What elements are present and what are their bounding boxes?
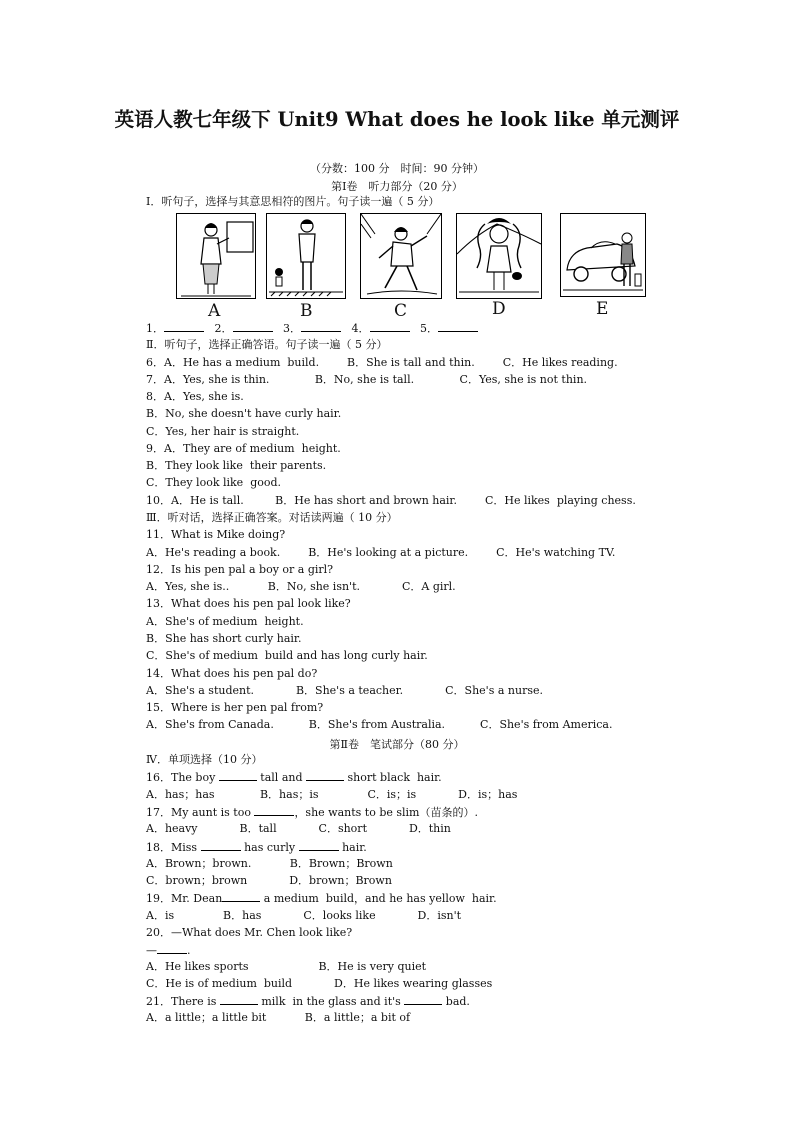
blank-label-1: 1． bbox=[146, 322, 164, 335]
q21-blank-1[interactable] bbox=[220, 994, 258, 1005]
question-18-options-cd: C．brown；brown D．brown；Brown bbox=[146, 874, 392, 887]
part2-header: 第Ⅱ卷 笔试部分（80 分） bbox=[329, 738, 465, 751]
q19-text-a: 19．Mr. Dean bbox=[146, 892, 223, 905]
question-19-options: A．is B．has C．looks like D．isn't bbox=[146, 909, 462, 922]
girl-curly-hair-picture bbox=[456, 213, 542, 299]
question-17-options: A．heavy B．tall C．short D．thin bbox=[146, 822, 451, 835]
question-11-options: A．He's reading a book. B．He's looking at a picture. C．He's watching TV. bbox=[146, 546, 616, 559]
answer-blank-2[interactable] bbox=[233, 321, 273, 332]
answer-blank-3[interactable] bbox=[301, 321, 341, 332]
q16-text-b: tall and bbox=[256, 771, 307, 784]
question-19 bbox=[146, 891, 497, 906]
question-9: 9．A．They are of medium height. bbox=[146, 442, 341, 455]
q18-blank-1[interactable] bbox=[201, 840, 241, 851]
page-title: 英语人教七年级下 Unit9 What does he look like 单元测评 bbox=[114, 108, 680, 131]
answer-blanks-row bbox=[146, 321, 478, 336]
question-8-option-b: B．No, she doesn't have curly hair. bbox=[146, 407, 342, 420]
question-12: 12．Is his pen pal a boy or a girl? bbox=[146, 563, 334, 576]
q21-text-b: milk in the glass and it's bbox=[257, 995, 405, 1008]
answer-blank-5[interactable] bbox=[438, 321, 478, 332]
q18-text-b: has curly bbox=[240, 841, 299, 854]
section2-heading: Ⅱ．听句子，选择正确答语。句子读一遍（ 5 分） bbox=[146, 338, 388, 351]
q18-text-a: 18．Miss bbox=[146, 841, 201, 854]
question-14-options: A．She's a student. B．She's a teacher. C．She's a nurse. bbox=[146, 684, 543, 697]
question-20-answer-line: — . bbox=[146, 944, 191, 957]
question-11: 11．What is Mike doing? bbox=[146, 528, 286, 541]
q16-text-a: 16．The boy bbox=[146, 771, 219, 784]
picture-label-b: B bbox=[300, 301, 313, 321]
question-8-option-c: C．Yes, her hair is straight. bbox=[146, 425, 300, 438]
section4-heading: Ⅳ．单项选择（10 分） bbox=[146, 753, 263, 766]
q21-blank-2[interactable] bbox=[404, 994, 442, 1005]
q17-text-b: ，she wants to be slim（苗条的）. bbox=[294, 806, 478, 819]
q18-text-c: hair. bbox=[338, 841, 367, 854]
question-15-options: A．She's from Canada. B．She's from Australia. C．She's from America. bbox=[146, 718, 613, 731]
q17-text-a: 17．My aunt is too bbox=[146, 806, 255, 819]
q19-blank-1[interactable] bbox=[222, 891, 260, 902]
question-18 bbox=[146, 840, 367, 855]
section1-heading: Ⅰ．听句子，选择与其意思相符的图片。句子读一遍（ 5 分） bbox=[146, 195, 440, 208]
question-13-option-c: C．She's of medium build and has long curly hair. bbox=[146, 649, 428, 662]
q19-text-b: a medium build，and he has yellow hair. bbox=[260, 892, 497, 905]
man-dancing-picture bbox=[360, 213, 442, 299]
question-10: 10．A．He is tall. B．He has short and brown hair. C．He likes playing chess. bbox=[146, 494, 636, 507]
question-8: 8．A．Yes, she is. bbox=[146, 390, 244, 403]
blank-label-4: 4． bbox=[351, 322, 370, 335]
q20-blank[interactable] bbox=[157, 943, 187, 954]
question-13: 13．What does his pen pal look like? bbox=[146, 597, 351, 610]
blank-label-2: 2． bbox=[214, 322, 233, 335]
question-14: 14．What does his pen pal do? bbox=[146, 667, 318, 680]
woman-at-board-picture bbox=[176, 213, 256, 299]
q16-blank-1[interactable] bbox=[219, 770, 257, 781]
question-6: 6．A．He has a medium build. B．She is tall and thin. C．He likes reading. bbox=[146, 356, 618, 369]
question-17 bbox=[146, 805, 478, 820]
question-20: 20．—What does Mr. Chen look like? bbox=[146, 926, 353, 939]
question-12-options: A．Yes, she is.. B．No, she isn't. C．A girl. bbox=[146, 580, 456, 593]
question-21-options: A．a little；a little bit B．a little；a bit of bbox=[146, 1011, 411, 1024]
tall-man-with-child-picture bbox=[266, 213, 346, 299]
question-16 bbox=[146, 770, 442, 785]
picture-label-c: C bbox=[394, 301, 408, 321]
q21-text-c: bad. bbox=[442, 995, 470, 1008]
picture-row bbox=[176, 213, 646, 321]
man-by-car-picture bbox=[560, 213, 646, 297]
question-18-options-ab: A．Brown；brown. B．Brown；Brown bbox=[146, 857, 393, 870]
part1-header: 第Ⅰ卷 听力部分（20 分） bbox=[331, 180, 463, 193]
question-20-options-cd: C．He is of medium build D．He likes wearing glasses bbox=[146, 977, 493, 990]
picture-label-a: A bbox=[208, 301, 221, 321]
q18-blank-2[interactable] bbox=[299, 840, 339, 851]
question-13-option-b: B．She has short curly hair. bbox=[146, 632, 302, 645]
q17-blank-1[interactable] bbox=[254, 805, 294, 816]
q20-dash: — bbox=[146, 944, 157, 957]
section3-heading: Ⅲ．听对话，选择正确答案。对话读两遍（ 10 分） bbox=[146, 511, 398, 524]
score-time-line: （分数：100 分 时间：90 分钟） bbox=[310, 162, 484, 175]
answer-blank-1[interactable] bbox=[164, 321, 204, 332]
q16-blank-2[interactable] bbox=[306, 770, 344, 781]
question-9-option-c: C．They look like good. bbox=[146, 476, 282, 489]
question-16-options: A．has；has B．has；is C．is；is D．is；has bbox=[146, 788, 518, 801]
blank-label-3: 3． bbox=[283, 322, 301, 335]
q21-text-a: 21．There is bbox=[146, 995, 220, 1008]
question-20-options-ab: A．He likes sports B．He is very quiet bbox=[146, 960, 427, 973]
answer-blank-4[interactable] bbox=[370, 321, 410, 332]
question-9-option-b: B．They look like their parents. bbox=[146, 459, 327, 472]
question-13-option-a: A．She's of medium height. bbox=[146, 615, 304, 628]
question-7: 7．A．Yes, she is thin. B．No, she is tall. C．Yes, she is not thin. bbox=[146, 373, 588, 386]
question-21 bbox=[146, 994, 470, 1009]
picture-label-e: E bbox=[596, 299, 609, 319]
q16-text-c: short black hair. bbox=[344, 771, 442, 784]
question-15: 15．Where is her pen pal from? bbox=[146, 701, 324, 714]
blank-label-5: 5． bbox=[420, 322, 438, 335]
picture-label-d: D bbox=[492, 299, 506, 319]
